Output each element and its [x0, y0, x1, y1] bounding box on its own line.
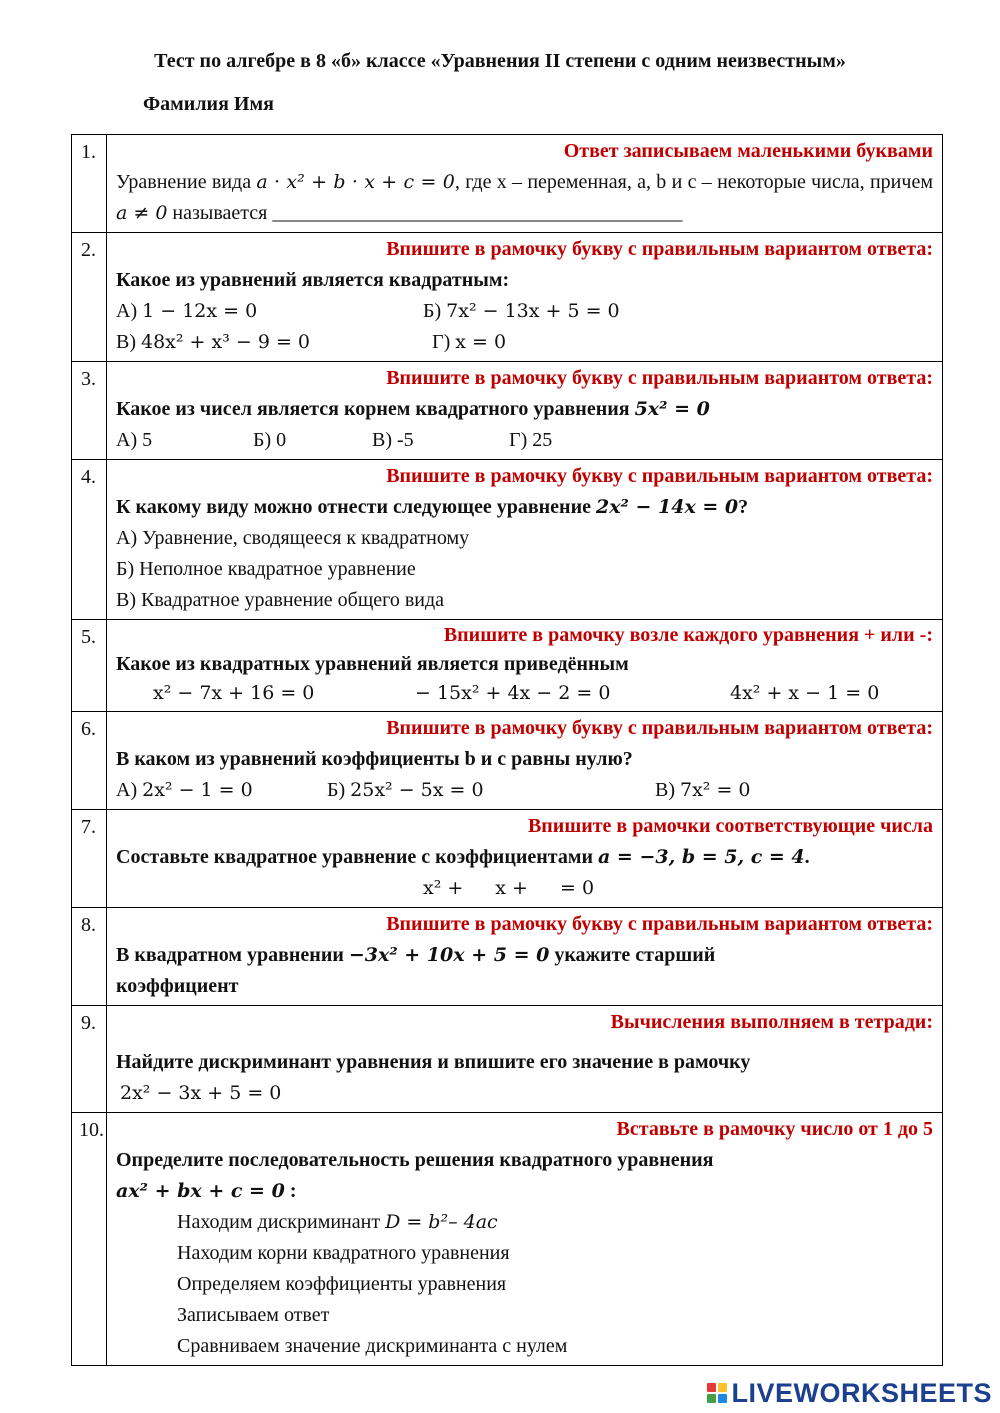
instruction-text: Впишите в рамочку букву с правильным вариантом ответа:: [386, 367, 933, 389]
options-row: [116, 425, 933, 456]
question-row-6: [72, 712, 943, 810]
test-table: [71, 134, 943, 1366]
question-row-4: [72, 460, 943, 620]
question-equation: ax² + bx + c = 0 :: [116, 1180, 297, 1202]
page-title: Тест по алгебре в 8 «б» классе «Уравнения II степени с одним неизвестным»: [154, 50, 846, 72]
liveworksheets-brand: [707, 1378, 992, 1408]
question-number: 10.: [72, 1113, 107, 1366]
equation: −3x² + 10x + 5 = 0: [348, 944, 550, 966]
question-text: К какому виду можно отнести следующее уравнение 2x² − 14x = 0?: [116, 496, 749, 518]
equations-row: [116, 679, 933, 708]
question-text: Какое из уравнений является квадратным:: [116, 269, 510, 291]
instruction-text: Вычисления выполняем в тетради:: [610, 1011, 933, 1033]
question-row-7: [72, 810, 943, 908]
option-v[interactable]: В) 7x² = 0: [655, 779, 751, 801]
equation: 2x² − 14x = 0: [595, 496, 739, 518]
question-number: 4.: [72, 460, 107, 620]
step-item[interactable]: Сравниваем значение дискриминанта с нулем: [177, 1335, 568, 1357]
step-item[interactable]: Записываем ответ: [177, 1304, 330, 1326]
question-row-9: [72, 1006, 943, 1113]
question-text: Найдите дискриминант уравнения и впишите его значение в рамочку: [116, 1051, 751, 1073]
options-row: [116, 327, 933, 358]
question-text: В каком из уравнений коэффициенты b и c равны нулю?: [116, 748, 633, 770]
steps-list: [116, 1207, 933, 1362]
option-g[interactable]: Г) x = 0: [432, 331, 507, 353]
instruction-text: Впишите в рамочку букву с правильным вариантом ответа:: [386, 717, 933, 739]
instruction-text: Ответ записываем маленькими буквами: [563, 140, 933, 162]
question-text: Уравнение вида a · x² + b · x + c = 0, где x – переменная, a, b и c – некоторые числа, причем a ≠ 0 называется _________________________________________: [116, 171, 933, 224]
question-row-5: [72, 620, 943, 712]
equation: a = −3, b = 5, c = 4: [598, 846, 805, 868]
question-number: 3.: [72, 362, 107, 460]
option-v[interactable]: В) Квадратное уравнение общего вида: [116, 589, 445, 611]
question-number: 1.: [72, 135, 107, 233]
equation: 5x² = 0: [634, 398, 710, 420]
instruction-text: Впишите в рамочки соответствующие числа: [527, 815, 933, 837]
option-a[interactable]: А) 5: [116, 429, 153, 451]
instruction-text: Впишите в рамочку букву с правильным вариантом ответа:: [386, 238, 933, 260]
question-row-2: [72, 233, 943, 362]
answer-box[interactable]: [528, 873, 560, 904]
equation-1[interactable]: x² − 7x + 16 = 0: [153, 682, 315, 704]
instruction-text: Впишите в рамочку букву с правильным вариантом ответа:: [386, 465, 933, 487]
option-b[interactable]: Б) 25x² − 5x = 0: [327, 779, 484, 801]
question-number: 8.: [72, 908, 107, 1006]
question-number: 5.: [72, 620, 107, 712]
question-text: Составьте квадратное уравнение с коэффициентами a = −3, b = 5, c = 4.: [116, 846, 810, 868]
option-b[interactable]: Б) Неполное квадратное уравнение: [116, 558, 416, 580]
option-a[interactable]: А) 2x² − 1 = 0: [116, 779, 253, 801]
liveworksheets-logo-icon: [707, 1383, 727, 1403]
question-row-10: [72, 1113, 943, 1366]
brand-name: LIVEWORKSHEETS: [731, 1377, 992, 1408]
question-text: Какое из квадратных уравнений является приведённым: [116, 653, 629, 675]
answer-blank[interactable]: _________________________________________: [272, 202, 683, 224]
answer-box[interactable]: [463, 873, 495, 904]
question-number: 7.: [72, 810, 107, 908]
question-row-3: [72, 362, 943, 460]
option-b[interactable]: Б) 0: [253, 429, 287, 451]
instruction-text: Впишите в рамочку букву с правильным вариантом ответа:: [386, 913, 933, 935]
equation: 2x² − 3x + 5 = 0: [120, 1082, 282, 1104]
option-a[interactable]: А) Уравнение, сводящееся к квадратному: [116, 527, 470, 549]
option-v[interactable]: В) -5: [372, 429, 414, 451]
question-text: В квадратном уравнении −3x² + 10x + 5 = 0 укажите старший коэффициент: [116, 944, 716, 997]
equation: a · x² + b · x + c = 0: [256, 171, 455, 193]
step-item[interactable]: Находим дискриминант D = b²– 4ac: [177, 1211, 498, 1233]
equation: a ≠ 0: [116, 202, 168, 224]
option-g[interactable]: Г) 25: [509, 429, 553, 451]
student-name-label: Фамилия Имя: [143, 93, 274, 115]
option-v[interactable]: В) 48x² + x³ − 9 = 0: [116, 331, 311, 353]
question-row-8: [72, 908, 943, 1006]
equation-template: x² + x + = 0: [116, 873, 933, 904]
option-b[interactable]: Б) 7x² − 13x + 5 = 0: [423, 300, 620, 322]
equation-3[interactable]: 4x² + x − 1 = 0: [730, 682, 880, 704]
question-number: 2.: [72, 233, 107, 362]
options-row: [116, 296, 933, 327]
instruction-text: Вставьте в рамочку число от 1 до 5: [616, 1118, 933, 1140]
step-item[interactable]: Находим корни квадратного уравнения: [177, 1242, 510, 1264]
question-text: Определите последовательность решения квадратного уравнения: [116, 1149, 714, 1171]
question-row-1: [72, 135, 943, 233]
option-a[interactable]: А) 1 − 12x = 0: [116, 300, 258, 322]
options-row: [116, 775, 933, 806]
question-text: Какое из чисел является корнем квадратного уравнения 5x² = 0: [116, 398, 710, 420]
step-item[interactable]: Определяем коэффициенты уравнения: [177, 1273, 507, 1295]
question-number: 6.: [72, 712, 107, 810]
instruction-text: Впишите в рамочку возле каждого уравнения + или -:: [443, 624, 933, 646]
question-number: 9.: [72, 1006, 107, 1113]
equation-2[interactable]: − 15x² + 4x − 2 = 0: [415, 682, 611, 704]
